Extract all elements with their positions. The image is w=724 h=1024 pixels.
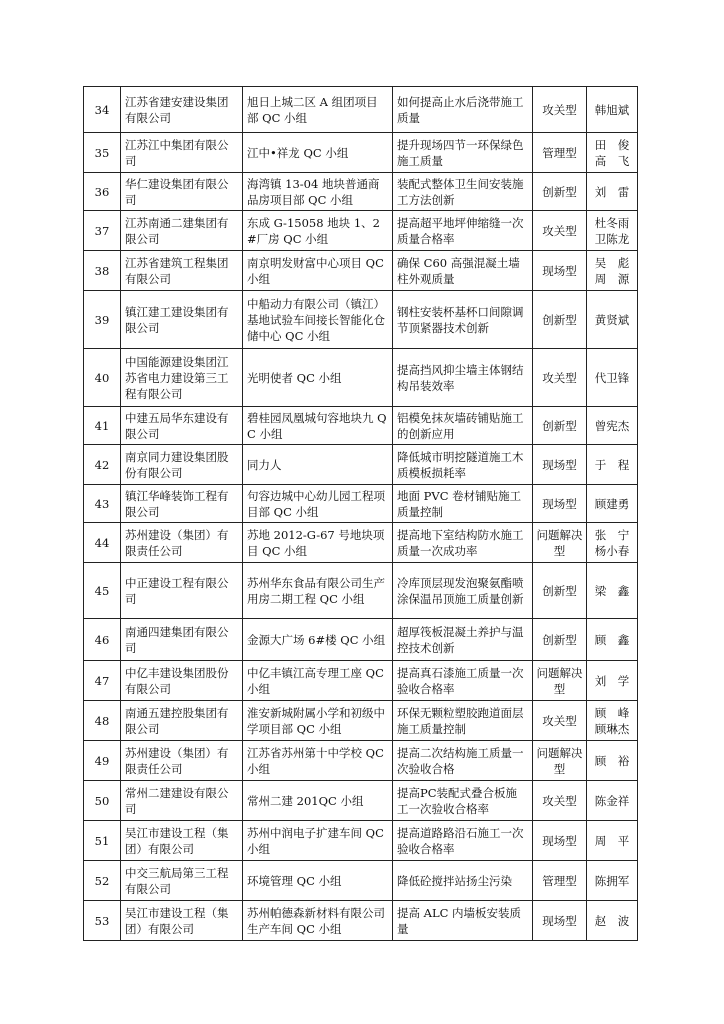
company-cell: 中国能源建设集团江苏省电力建设第三工程有限公司 xyxy=(121,349,243,407)
leader-cell xyxy=(587,133,638,173)
company-cell: 江苏省建安建设集团有限公司 xyxy=(121,87,243,133)
leader-name: 刘 雷 xyxy=(594,184,630,199)
row-number: 35 xyxy=(84,133,121,173)
type-cell: 现场型 xyxy=(533,485,587,523)
leader-name: 曾宪杰 xyxy=(594,418,630,433)
company-cell: 苏州建设（集团）有限责任公司 xyxy=(121,741,243,781)
leader-cell xyxy=(587,619,638,661)
row-number: 34 xyxy=(84,87,121,133)
leader-cell xyxy=(587,821,638,861)
row-number: 50 xyxy=(84,781,121,821)
leader-name: 顾 鑫 xyxy=(594,632,630,647)
table-row xyxy=(84,781,638,821)
leader-name: 黄贤斌 xyxy=(594,312,630,327)
topic-cell: 地面 PVC 卷材铺贴施工质量控制 xyxy=(393,485,533,523)
table-row xyxy=(84,741,638,781)
leader-cell xyxy=(587,485,638,523)
leader-name: 卫陈龙 xyxy=(594,231,630,246)
leader-cell xyxy=(587,407,638,445)
qc-group-cell: 常州二建 201QC 小组 xyxy=(243,781,393,821)
leader-cell xyxy=(587,251,638,291)
table-row xyxy=(84,173,638,211)
topic-cell: 超厚筏板混凝土养护与温控技术创新 xyxy=(393,619,533,661)
row-number: 40 xyxy=(84,349,121,407)
type-cell: 创新型 xyxy=(533,619,587,661)
type-cell: 创新型 xyxy=(533,563,587,619)
company-cell: 江苏省建筑工程集团有限公司 xyxy=(121,251,243,291)
table-row xyxy=(84,901,638,941)
company-cell: 江苏江中集团有限公司 xyxy=(121,133,243,173)
company-cell: 中正建设工程有限公司 xyxy=(121,563,243,619)
qc-group-cell: 苏州华东食品有限公司生产用房二期工程 QC 小组 xyxy=(243,563,393,619)
company-cell: 江苏南通二建集团有限公司 xyxy=(121,211,243,251)
leader-name: 张 宁 xyxy=(594,527,630,542)
qc-group-cell: 环境管理 QC 小组 xyxy=(243,861,393,901)
leader-cell xyxy=(587,87,638,133)
type-cell: 现场型 xyxy=(533,445,587,485)
leader-name: 赵 波 xyxy=(594,913,630,928)
topic-cell: 提升现场四节一环保绿色施工质量 xyxy=(393,133,533,173)
qc-group-cell: 苏州中润电子扩建车间 QC 小组 xyxy=(243,821,393,861)
company-cell: 中建五局华东建设有限公司 xyxy=(121,407,243,445)
table-row xyxy=(84,291,638,349)
table-row xyxy=(84,407,638,445)
topic-cell: 提高地下室结构防水施工质量一次成功率 xyxy=(393,523,533,563)
company-cell: 常州二建建设有限公司 xyxy=(121,781,243,821)
qc-group-cell: 旭日上城二区 A 组团项目部 QC 小组 xyxy=(243,87,393,133)
table-row xyxy=(84,821,638,861)
row-number: 37 xyxy=(84,211,121,251)
company-cell: 南通四建集团有限公司 xyxy=(121,619,243,661)
leader-name: 杨小春 xyxy=(594,543,630,558)
qc-group-cell: 金源大广场 6#楼 QC 小组 xyxy=(243,619,393,661)
type-cell: 管理型 xyxy=(533,861,587,901)
table-row xyxy=(84,211,638,251)
row-number: 39 xyxy=(84,291,121,349)
leader-cell xyxy=(587,349,638,407)
type-cell: 现场型 xyxy=(533,901,587,941)
row-number: 46 xyxy=(84,619,121,661)
qc-group-cell: 东成 G-15058 地块 1、2#厂房 QC 小组 xyxy=(243,211,393,251)
leader-name: 周 源 xyxy=(594,271,630,286)
row-number: 52 xyxy=(84,861,121,901)
table-row xyxy=(84,251,638,291)
table-row xyxy=(84,523,638,563)
company-cell: 中交三航局第三工程有限公司 xyxy=(121,861,243,901)
qc-group-cell: 苏州帕德森新材料有限公司生产车间 QC 小组 xyxy=(243,901,393,941)
company-cell: 南京同力建设集团股份有限公司 xyxy=(121,445,243,485)
company-cell: 吴江市建设工程（集团）有限公司 xyxy=(121,821,243,861)
table-body xyxy=(84,87,638,941)
leader-cell xyxy=(587,661,638,701)
leader-cell xyxy=(587,901,638,941)
row-number: 38 xyxy=(84,251,121,291)
table-row xyxy=(84,701,638,741)
table-row xyxy=(84,133,638,173)
leader-name: 顾 峰 xyxy=(594,705,630,720)
topic-cell: 环保无颗粒塑胶跑道面层施工质量控制 xyxy=(393,701,533,741)
row-number: 43 xyxy=(84,485,121,523)
type-cell: 问题解决型 xyxy=(533,661,587,701)
type-cell: 现场型 xyxy=(533,251,587,291)
qc-group-cell: 江苏省苏州第十中学校 QC 小组 xyxy=(243,741,393,781)
topic-cell: 提高真石漆施工质量一次验收合格率 xyxy=(393,661,533,701)
leader-name: 吴 彪 xyxy=(594,255,630,270)
leader-name: 顾琳杰 xyxy=(594,721,630,736)
qc-group-cell: 海湾镇 13-04 地块普通商品房项目部 QC 小组 xyxy=(243,173,393,211)
topic-cell: 提高PC装配式叠合板施工一次验收合格率 xyxy=(393,781,533,821)
qc-group-cell: 江中•祥龙 QC 小组 xyxy=(243,133,393,173)
type-cell: 问题解决型 xyxy=(533,523,587,563)
type-cell: 攻关型 xyxy=(533,87,587,133)
type-cell: 问题解决型 xyxy=(533,741,587,781)
table-row xyxy=(84,485,638,523)
row-number: 51 xyxy=(84,821,121,861)
company-cell: 吴江市建设工程（集团）有限公司 xyxy=(121,901,243,941)
row-number: 53 xyxy=(84,901,121,941)
qc-group-cell: 淮安新城附属小学和初级中学项目部 QC 小组 xyxy=(243,701,393,741)
qc-group-cell: 句容边城中心幼儿园工程项目部 QC 小组 xyxy=(243,485,393,523)
type-cell: 攻关型 xyxy=(533,701,587,741)
topic-cell: 提高 ALC 内墙板安装质量 xyxy=(393,901,533,941)
table-row xyxy=(84,445,638,485)
qc-group-cell: 苏地 2012-G-67 号地块项目 QC 小组 xyxy=(243,523,393,563)
leader-name: 梁 鑫 xyxy=(594,583,630,598)
qc-group-cell: 中船动力有限公司（镇江）基地试验车间接长智能化仓储中心 QC 小组 xyxy=(243,291,393,349)
topic-cell: 冷库顶层现发泡聚氨酯喷涂保温吊顶施工质量创新 xyxy=(393,563,533,619)
topic-cell: 钢柱安装杯基杯口间隙调节顶紧器技术创新 xyxy=(393,291,533,349)
type-cell: 创新型 xyxy=(533,407,587,445)
table-row xyxy=(84,349,638,407)
topic-cell: 降低城市明挖隧道施工木质模板损耗率 xyxy=(393,445,533,485)
leader-name: 韩旭斌 xyxy=(594,102,630,117)
type-cell: 创新型 xyxy=(533,173,587,211)
qc-group-cell: 碧桂园凤凰城句容地块九 QC 小组 xyxy=(243,407,393,445)
leader-cell xyxy=(587,291,638,349)
table-row xyxy=(84,563,638,619)
leader-name: 高 飞 xyxy=(594,153,630,168)
leader-name: 陈拥军 xyxy=(594,873,630,888)
leader-cell xyxy=(587,173,638,211)
leader-cell xyxy=(587,563,638,619)
leader-cell xyxy=(587,861,638,901)
topic-cell: 确保 C60 高强混凝土墙柱外观质量 xyxy=(393,251,533,291)
leader-cell xyxy=(587,445,638,485)
leader-name: 刘 学 xyxy=(594,673,630,688)
company-cell: 中亿丰建设集团股份有限公司 xyxy=(121,661,243,701)
leader-cell xyxy=(587,523,638,563)
qc-group-cell: 南京明发财富中心项目 QC 小组 xyxy=(243,251,393,291)
leader-name: 田 俊 xyxy=(594,137,630,152)
type-cell: 现场型 xyxy=(533,821,587,861)
leader-name: 代卫锋 xyxy=(594,370,630,385)
company-cell: 镇江华峰装饰工程有限公司 xyxy=(121,485,243,523)
row-number: 42 xyxy=(84,445,121,485)
table-row xyxy=(84,861,638,901)
leader-cell xyxy=(587,211,638,251)
topic-cell: 提高道路路沿石施工一次验收合格率 xyxy=(393,821,533,861)
type-cell: 攻关型 xyxy=(533,781,587,821)
leader-name: 周 平 xyxy=(594,833,630,848)
leader-cell xyxy=(587,781,638,821)
leader-name: 顾建勇 xyxy=(594,496,630,511)
company-cell: 南通五建控股集团有限公司 xyxy=(121,701,243,741)
qc-group-cell: 光明使者 QC 小组 xyxy=(243,349,393,407)
row-number: 41 xyxy=(84,407,121,445)
qc-group-cell: 同力人 xyxy=(243,445,393,485)
award-list-table xyxy=(83,86,638,941)
leader-name: 顾 裕 xyxy=(594,753,630,768)
row-number: 47 xyxy=(84,661,121,701)
company-cell: 镇江建工建设集团有限公司 xyxy=(121,291,243,349)
topic-cell: 装配式整体卫生间安装施工方法创新 xyxy=(393,173,533,211)
table-row xyxy=(84,619,638,661)
row-number: 44 xyxy=(84,523,121,563)
type-cell: 创新型 xyxy=(533,291,587,349)
topic-cell: 提高超平地坪伸缩缝一次质量合格率 xyxy=(393,211,533,251)
company-cell: 苏州建设（集团）有限责任公司 xyxy=(121,523,243,563)
type-cell: 攻关型 xyxy=(533,211,587,251)
leader-name: 杜冬雨 xyxy=(594,215,630,230)
leader-cell xyxy=(587,701,638,741)
row-number: 48 xyxy=(84,701,121,741)
qc-group-cell: 中亿丰镇江高专理工座 QC 小组 xyxy=(243,661,393,701)
row-number: 45 xyxy=(84,563,121,619)
row-number: 36 xyxy=(84,173,121,211)
company-cell: 华仁建设集团有限公司 xyxy=(121,173,243,211)
topic-cell: 铝模免抹灰墙砖铺贴施工的创新应用 xyxy=(393,407,533,445)
topic-cell: 降低砼搅拌站扬尘污染 xyxy=(393,861,533,901)
leader-name: 于 程 xyxy=(594,457,630,472)
type-cell: 攻关型 xyxy=(533,349,587,407)
table-row xyxy=(84,87,638,133)
leader-name: 陈金祥 xyxy=(594,793,630,808)
topic-cell: 提高挡风抑尘墙主体钢结构吊装效率 xyxy=(393,349,533,407)
leader-cell xyxy=(587,741,638,781)
topic-cell: 提高二次结构施工质量一次验收合格 xyxy=(393,741,533,781)
topic-cell: 如何提高止水后浇带施工质量 xyxy=(393,87,533,133)
row-number: 49 xyxy=(84,741,121,781)
type-cell: 管理型 xyxy=(533,133,587,173)
table-row xyxy=(84,661,638,701)
